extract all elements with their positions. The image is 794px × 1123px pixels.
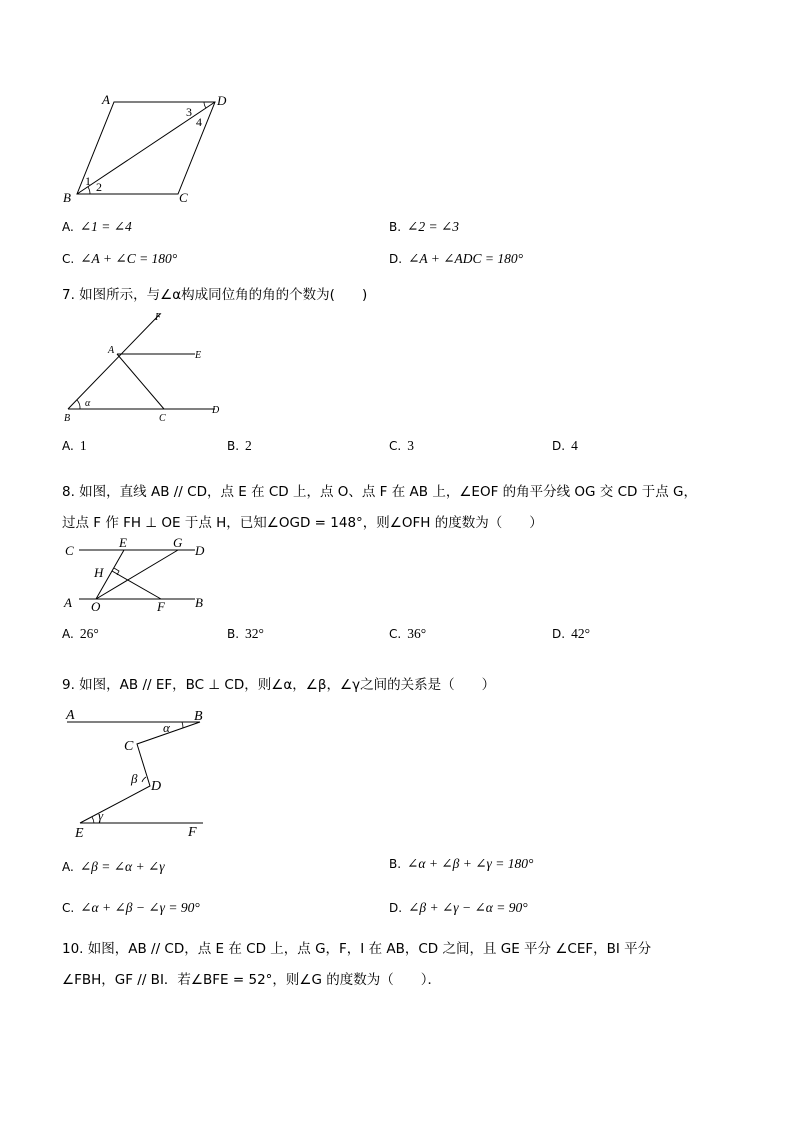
label-D: D [217,93,227,108]
q8-stem-line2: 过点 F 作 FH ⊥ OE 于点 H，已知∠OGD = 148°，则∠OFH 的度数为（ ） [62,515,543,531]
q7-stem: 7. 如图所示，与∠α构成同位角的角的个数为( ) [62,287,368,303]
label-A: A [102,92,110,107]
figure-parallelogram [60,90,240,210]
q10-stem-line2: ∠FBH，GF // BI．若∠BFE = 52°，则∠G 的度数为（ ）． [62,972,442,988]
label-B: B [195,595,203,610]
label-3: 3 [186,105,192,119]
q10-stem-line1: 10. 如图，AB // CD，点 E 在 CD 上，点 G，F，I 在 AB，CD 之间，且 GE 平分 ∠CEF，BI 平分 [62,941,652,957]
label-C: C [65,543,74,558]
label-D: D [195,543,205,558]
q8-option-a[interactable]: A. 26° [62,626,99,641]
label-beta: β [131,771,138,786]
label-C: C [159,413,166,424]
label-E: E [119,535,127,550]
q7-option-a[interactable]: A. 1 [62,438,87,453]
figure-q8 [60,535,220,615]
label-E: E [75,826,84,841]
figure-q9 [60,703,220,843]
label-D: D [151,779,162,794]
label-A: A [64,595,72,610]
q8-option-d[interactable]: D. 42° [552,626,590,641]
label-2: 2 [96,180,102,194]
q6-option-a[interactable]: A. ∠1 = ∠4 [62,219,132,234]
q9-option-b[interactable]: B. ∠α + ∠β + ∠γ = 180° [389,856,534,871]
q6-option-c[interactable]: C. ∠A + ∠C = 180° [62,251,178,266]
q7-option-b[interactable]: B. 2 [227,438,252,453]
label-B: B [63,190,71,205]
label-1: 1 [85,174,91,188]
label-F: F [157,599,165,614]
q8-option-c[interactable]: C. 36° [389,626,427,641]
label-gamma: γ [98,808,104,823]
q7-option-c[interactable]: C. 3 [389,438,414,453]
q8-option-b[interactable]: B. 32° [227,626,264,641]
label-4: 4 [196,115,202,129]
figure-q7 [60,308,240,428]
label-B: B [64,413,71,424]
q9-option-d[interactable]: D. ∠β + ∠γ − ∠α = 90° [389,900,528,915]
label-D: D [212,405,220,416]
label-alpha: α [163,720,170,735]
label-H: H [94,565,104,580]
q6-option-b[interactable]: B. ∠2 = ∠3 [389,219,460,234]
q9-option-a[interactable]: A. ∠β = ∠α + ∠γ [62,859,165,874]
label-A: A [66,708,75,723]
label-G: G [173,535,183,550]
label-F: F [155,312,162,323]
q9-stem: 9. 如图，AB // EF，BC ⊥ CD，则∠α，∠β，∠γ之间的关系是（ ） [62,677,496,693]
q6-option-d[interactable]: D. ∠A + ∠ADC = 180° [389,251,524,266]
label-C: C [179,190,188,205]
label-C: C [124,739,134,754]
label-B: B [194,709,203,724]
label-A: A [108,345,115,356]
label-F: F [188,825,197,840]
label-alpha: α [85,398,91,409]
label-E: E [195,350,202,361]
q8-stem-line1: 8. 如图，直线 AB // CD，点 E 在 CD 上，点 O、点 F 在 AB 上，∠EOF 的角平分线 OG 交 CD 于点 G， [62,484,697,500]
q9-option-c[interactable]: C. ∠α + ∠β − ∠γ = 90° [62,900,200,915]
q7-option-d[interactable]: D. 4 [552,438,578,453]
label-O: O [91,599,101,614]
